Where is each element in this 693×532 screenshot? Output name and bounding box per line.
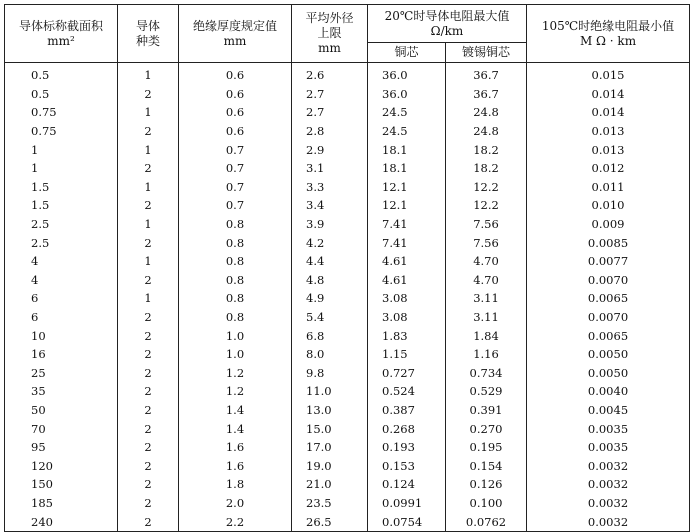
cell-diameter: 13.0 xyxy=(292,401,368,420)
cell-resistance-tinned: 7.56 xyxy=(446,215,527,234)
header-thickness-title: 绝缘厚度规定值 xyxy=(192,18,277,33)
cell-type: 1 xyxy=(118,103,179,122)
cell-type: 2 xyxy=(118,512,179,531)
cell-resistance-copper: 0.153 xyxy=(368,456,446,475)
cell-resistance-tinned: 0.154 xyxy=(446,456,527,475)
header-diameter xyxy=(292,5,368,63)
table-row xyxy=(5,382,690,401)
cell-diameter: 5.4 xyxy=(292,308,368,327)
cell-thickness: 0.6 xyxy=(179,63,292,85)
cell-insulation: 0.0077 xyxy=(527,252,690,271)
cell-area: 240 xyxy=(5,512,118,531)
cell-resistance-copper: 0.268 xyxy=(368,419,446,438)
cell-resistance-copper: 0.193 xyxy=(368,438,446,457)
cell-resistance-tinned: 0.0762 xyxy=(446,512,527,531)
cell-resistance-copper: 18.1 xyxy=(368,159,446,178)
cell-resistance-copper: 3.08 xyxy=(368,308,446,327)
cell-diameter: 11.0 xyxy=(292,382,368,401)
cell-thickness: 1.0 xyxy=(179,345,292,364)
cell-type: 2 xyxy=(118,326,179,345)
header-area-unit: mm² xyxy=(47,33,75,48)
cell-diameter: 3.3 xyxy=(292,178,368,197)
cell-resistance-copper: 4.61 xyxy=(368,271,446,290)
cell-thickness: 0.8 xyxy=(179,233,292,252)
cell-resistance-tinned: 36.7 xyxy=(446,63,527,85)
cell-diameter: 3.1 xyxy=(292,159,368,178)
table-row xyxy=(5,178,690,197)
header-area xyxy=(5,5,118,63)
cell-type: 2 xyxy=(118,196,179,215)
cell-diameter: 4.8 xyxy=(292,271,368,290)
table-row xyxy=(5,326,690,345)
cell-thickness: 2.2 xyxy=(179,512,292,531)
cell-resistance-copper: 36.0 xyxy=(368,85,446,104)
cell-thickness: 0.8 xyxy=(179,215,292,234)
header-type xyxy=(118,5,179,63)
cell-diameter: 15.0 xyxy=(292,419,368,438)
cell-diameter: 4.2 xyxy=(292,233,368,252)
cell-resistance-copper: 0.0754 xyxy=(368,512,446,531)
header-insulation-title: 105℃时绝缘电阻最小值 xyxy=(541,18,675,33)
cell-resistance-tinned: 12.2 xyxy=(446,178,527,197)
cell-resistance-tinned: 1.16 xyxy=(446,345,527,364)
cell-resistance-tinned: 1.84 xyxy=(446,326,527,345)
cell-resistance-tinned: 0.195 xyxy=(446,438,527,457)
cell-area: 16 xyxy=(5,345,118,364)
cell-resistance-copper: 3.08 xyxy=(368,289,446,308)
header-resistance xyxy=(368,5,527,43)
cell-resistance-tinned: 0.391 xyxy=(446,401,527,420)
header-area-title: 导体标称截面积 xyxy=(18,18,103,33)
cell-area: 0.75 xyxy=(5,103,118,122)
cell-thickness: 0.8 xyxy=(179,252,292,271)
cell-type: 2 xyxy=(118,122,179,141)
cell-thickness: 0.7 xyxy=(179,196,292,215)
cell-insulation: 0.015 xyxy=(527,63,690,85)
cell-insulation: 0.0035 xyxy=(527,419,690,438)
table-row xyxy=(5,289,690,308)
cell-resistance-copper: 0.387 xyxy=(368,401,446,420)
cell-area: 25 xyxy=(5,364,118,383)
cell-type: 2 xyxy=(118,233,179,252)
cell-resistance-tinned: 7.56 xyxy=(446,233,527,252)
header-diameter-title2: 上限 xyxy=(317,26,342,40)
cell-resistance-tinned: 0.100 xyxy=(446,494,527,513)
table-row xyxy=(5,233,690,252)
cell-insulation: 0.0070 xyxy=(527,271,690,290)
cell-insulation: 0.0065 xyxy=(527,289,690,308)
cell-resistance-copper: 24.5 xyxy=(368,122,446,141)
cell-resistance-tinned: 24.8 xyxy=(446,103,527,122)
cell-resistance-copper: 1.83 xyxy=(368,326,446,345)
cell-thickness: 1.6 xyxy=(179,438,292,457)
cell-resistance-copper: 24.5 xyxy=(368,103,446,122)
cell-area: 0.5 xyxy=(5,85,118,104)
table-body xyxy=(5,63,690,532)
cell-thickness: 0.7 xyxy=(179,178,292,197)
cell-insulation: 0.0045 xyxy=(527,401,690,420)
cell-area: 6 xyxy=(5,289,118,308)
cell-type: 2 xyxy=(118,85,179,104)
cell-type: 2 xyxy=(118,345,179,364)
table-row xyxy=(5,85,690,104)
cell-type: 2 xyxy=(118,475,179,494)
table-row xyxy=(5,271,690,290)
table-row xyxy=(5,401,690,420)
cell-insulation: 0.0085 xyxy=(527,233,690,252)
cell-insulation: 0.0032 xyxy=(527,494,690,513)
cell-diameter: 4.4 xyxy=(292,252,368,271)
cell-diameter: 2.8 xyxy=(292,122,368,141)
header-resistance-unit: Ω/km xyxy=(430,23,464,38)
cell-insulation: 0.0050 xyxy=(527,364,690,383)
cell-resistance-copper: 18.1 xyxy=(368,140,446,159)
cell-resistance-copper: 1.15 xyxy=(368,345,446,364)
table-row xyxy=(5,215,690,234)
cell-resistance-tinned: 18.2 xyxy=(446,140,527,159)
cell-area: 1.5 xyxy=(5,178,118,197)
cell-thickness: 1.8 xyxy=(179,475,292,494)
table-row xyxy=(5,419,690,438)
cell-type: 1 xyxy=(118,178,179,197)
cell-thickness: 1.0 xyxy=(179,326,292,345)
cell-insulation: 0.0065 xyxy=(527,326,690,345)
cell-diameter: 2.7 xyxy=(292,103,368,122)
cell-insulation: 0.011 xyxy=(527,178,690,197)
cell-type: 2 xyxy=(118,494,179,513)
cell-area: 50 xyxy=(5,401,118,420)
cell-insulation: 0.010 xyxy=(527,196,690,215)
cell-area: 2.5 xyxy=(5,233,118,252)
cell-type: 2 xyxy=(118,308,179,327)
cell-resistance-copper: 4.61 xyxy=(368,252,446,271)
cell-diameter: 23.5 xyxy=(292,494,368,513)
cell-area: 10 xyxy=(5,326,118,345)
cell-resistance-copper: 0.524 xyxy=(368,382,446,401)
cell-thickness: 0.6 xyxy=(179,85,292,104)
cell-area: 0.75 xyxy=(5,122,118,141)
cell-thickness: 0.8 xyxy=(179,308,292,327)
cell-resistance-tinned: 24.8 xyxy=(446,122,527,141)
cell-area: 6 xyxy=(5,308,118,327)
cell-insulation: 0.0035 xyxy=(527,438,690,457)
cell-resistance-tinned: 12.2 xyxy=(446,196,527,215)
cell-area: 2.5 xyxy=(5,215,118,234)
cell-area: 95 xyxy=(5,438,118,457)
header-diameter-title: 平均外径 xyxy=(305,11,354,25)
cell-resistance-copper: 0.124 xyxy=(368,475,446,494)
cell-type: 2 xyxy=(118,401,179,420)
cell-area: 0.5 xyxy=(5,63,118,85)
header-thickness-unit: mm xyxy=(223,33,247,48)
cell-type: 1 xyxy=(118,140,179,159)
header-resistance-tinned: 镀锡铜芯 xyxy=(446,43,527,63)
cell-insulation: 0.0050 xyxy=(527,345,690,364)
cell-resistance-tinned: 0.126 xyxy=(446,475,527,494)
cell-diameter: 19.0 xyxy=(292,456,368,475)
cell-area: 1 xyxy=(5,140,118,159)
cell-thickness: 1.2 xyxy=(179,364,292,383)
cell-diameter: 3.4 xyxy=(292,196,368,215)
cell-thickness: 0.7 xyxy=(179,159,292,178)
cell-diameter: 17.0 xyxy=(292,438,368,457)
header-resistance-copper: 铜芯 xyxy=(368,43,446,63)
cell-area: 1.5 xyxy=(5,196,118,215)
cell-insulation: 0.0040 xyxy=(527,382,690,401)
cell-insulation: 0.0032 xyxy=(527,456,690,475)
cell-resistance-tinned: 3.11 xyxy=(446,308,527,327)
cell-type: 1 xyxy=(118,215,179,234)
cell-resistance-tinned: 4.70 xyxy=(446,252,527,271)
cell-resistance-tinned: 18.2 xyxy=(446,159,527,178)
table-row xyxy=(5,196,690,215)
cell-diameter: 8.0 xyxy=(292,345,368,364)
cell-resistance-copper: 7.41 xyxy=(368,215,446,234)
header-type-title2: 种类 xyxy=(135,33,160,48)
header-type-title: 导体 xyxy=(135,18,160,33)
header-resistance-title: 20℃时导体电阻最大值 xyxy=(384,8,510,23)
cell-type: 1 xyxy=(118,252,179,271)
table-row xyxy=(5,475,690,494)
cell-type: 1 xyxy=(118,63,179,85)
table-row xyxy=(5,103,690,122)
cell-insulation: 0.009 xyxy=(527,215,690,234)
cell-thickness: 0.8 xyxy=(179,271,292,290)
cell-area: 185 xyxy=(5,494,118,513)
cell-area: 35 xyxy=(5,382,118,401)
cell-resistance-tinned: 3.11 xyxy=(446,289,527,308)
cell-type: 2 xyxy=(118,438,179,457)
cell-thickness: 0.7 xyxy=(179,140,292,159)
cell-area: 4 xyxy=(5,271,118,290)
cell-type: 2 xyxy=(118,159,179,178)
cell-insulation: 0.014 xyxy=(527,85,690,104)
cell-thickness: 2.0 xyxy=(179,494,292,513)
cell-diameter: 26.5 xyxy=(292,512,368,531)
table-row xyxy=(5,252,690,271)
table-row xyxy=(5,63,690,85)
cell-area: 70 xyxy=(5,419,118,438)
header-diameter-unit: mm xyxy=(318,41,341,55)
cell-thickness: 0.6 xyxy=(179,103,292,122)
table-row xyxy=(5,512,690,531)
table-row xyxy=(5,308,690,327)
cell-diameter: 6.8 xyxy=(292,326,368,345)
table-row xyxy=(5,140,690,159)
table-header xyxy=(5,5,690,63)
cell-resistance-copper: 7.41 xyxy=(368,233,446,252)
cell-thickness: 1.2 xyxy=(179,382,292,401)
cell-resistance-copper: 36.0 xyxy=(368,63,446,85)
cell-area: 1 xyxy=(5,159,118,178)
header-thickness xyxy=(179,5,292,63)
table-row xyxy=(5,494,690,513)
header-insulation-unit: M Ω · km xyxy=(579,33,637,48)
cell-diameter: 9.8 xyxy=(292,364,368,383)
cell-resistance-tinned: 0.529 xyxy=(446,382,527,401)
cell-diameter: 21.0 xyxy=(292,475,368,494)
cell-resistance-tinned: 0.734 xyxy=(446,364,527,383)
header-insulation xyxy=(527,5,690,63)
cell-resistance-copper: 0.727 xyxy=(368,364,446,383)
cell-insulation: 0.013 xyxy=(527,122,690,141)
cell-thickness: 0.6 xyxy=(179,122,292,141)
cell-diameter: 4.9 xyxy=(292,289,368,308)
conductor-spec-table xyxy=(4,4,690,532)
cell-resistance-copper: 12.1 xyxy=(368,196,446,215)
cell-insulation: 0.014 xyxy=(527,103,690,122)
cell-resistance-tinned: 0.270 xyxy=(446,419,527,438)
cell-diameter: 3.9 xyxy=(292,215,368,234)
cell-diameter: 2.6 xyxy=(292,63,368,85)
cell-thickness: 1.4 xyxy=(179,419,292,438)
table-row xyxy=(5,159,690,178)
cell-resistance-tinned: 4.70 xyxy=(446,271,527,290)
cell-thickness: 1.6 xyxy=(179,456,292,475)
cell-insulation: 0.0070 xyxy=(527,308,690,327)
table-row xyxy=(5,122,690,141)
cell-area: 120 xyxy=(5,456,118,475)
table-row xyxy=(5,364,690,383)
cell-type: 2 xyxy=(118,456,179,475)
cell-thickness: 0.8 xyxy=(179,289,292,308)
cell-type: 1 xyxy=(118,289,179,308)
cell-area: 4 xyxy=(5,252,118,271)
cell-type: 2 xyxy=(118,364,179,383)
cell-insulation: 0.013 xyxy=(527,140,690,159)
table-row xyxy=(5,456,690,475)
cell-resistance-tinned: 36.7 xyxy=(446,85,527,104)
table-row xyxy=(5,438,690,457)
cell-area: 150 xyxy=(5,475,118,494)
cell-insulation: 0.0032 xyxy=(527,512,690,531)
cell-resistance-copper: 0.0991 xyxy=(368,494,446,513)
cell-diameter: 2.9 xyxy=(292,140,368,159)
cell-type: 2 xyxy=(118,382,179,401)
cell-insulation: 0.0032 xyxy=(527,475,690,494)
cell-type: 2 xyxy=(118,419,179,438)
cell-resistance-copper: 12.1 xyxy=(368,178,446,197)
cell-insulation: 0.012 xyxy=(527,159,690,178)
cell-thickness: 1.4 xyxy=(179,401,292,420)
cell-type: 2 xyxy=(118,271,179,290)
table-row xyxy=(5,345,690,364)
cell-diameter: 2.7 xyxy=(292,85,368,104)
